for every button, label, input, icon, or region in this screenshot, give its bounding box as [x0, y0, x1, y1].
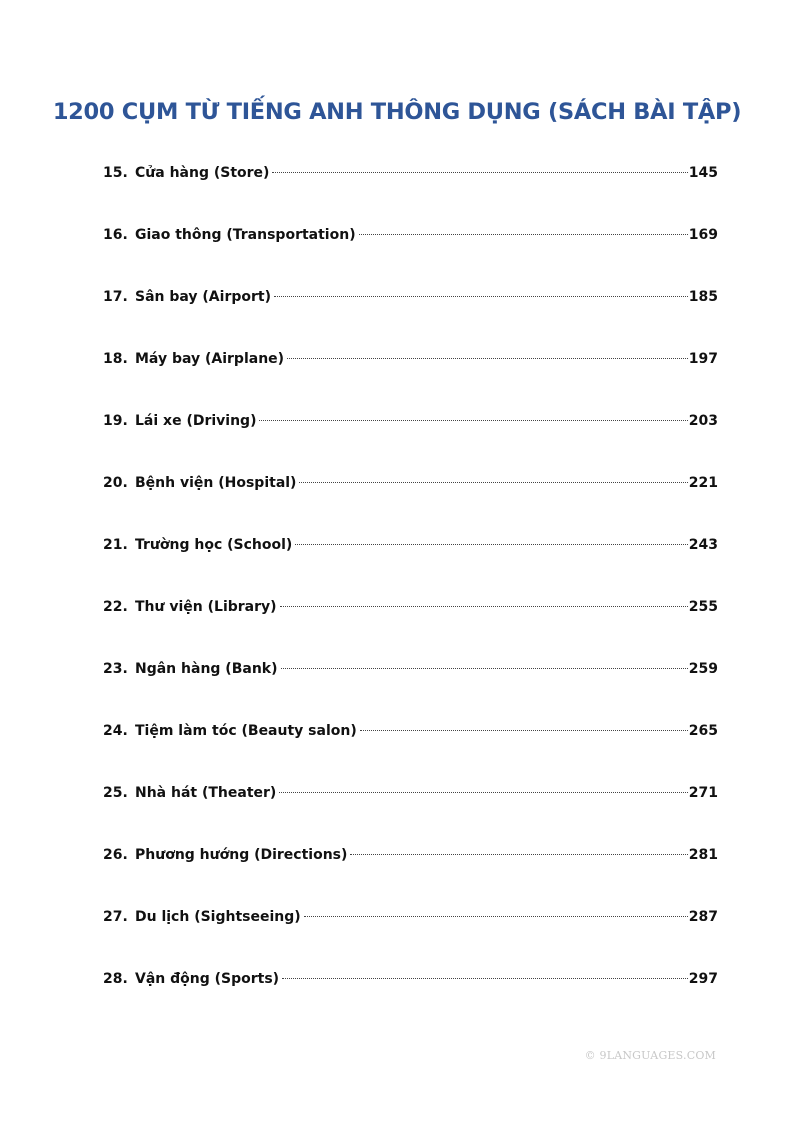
toc-entry-page: 287 [688, 909, 718, 925]
toc-dot-leader [274, 296, 688, 297]
toc-entry-page: 297 [688, 971, 718, 987]
toc-dot-leader [299, 482, 687, 483]
toc-entry[interactable] [103, 594, 718, 656]
toc-entry-page: 255 [688, 599, 718, 615]
toc-entry-label: Sân bay (Airport) [135, 289, 271, 305]
toc-entry-number: 26. [103, 847, 128, 863]
toc-entry-page: 271 [688, 785, 718, 801]
toc-entry-number: 28. [103, 971, 128, 987]
toc-dot-leader [281, 668, 688, 669]
toc-entry[interactable] [103, 408, 718, 470]
toc-entry[interactable] [103, 470, 718, 532]
toc-entry-label: Tiệm làm tóc (Beauty salon) [135, 723, 357, 739]
toc-entry-label: Thư viện (Library) [135, 599, 277, 615]
toc-entry-page: 169 [688, 227, 718, 243]
toc-entry-label: Lái xe (Driving) [135, 413, 257, 429]
toc-entry-page: 265 [688, 723, 718, 739]
toc-entry-number: 23. [103, 661, 128, 677]
toc-entry-page: 243 [688, 537, 718, 553]
toc-entry-page: 145 [688, 165, 718, 181]
toc-entry[interactable] [103, 284, 718, 346]
toc-entry-label: Phương hướng (Directions) [135, 847, 348, 863]
toc-entry-number: 16. [103, 227, 128, 243]
toc-entry-number: 17. [103, 289, 128, 305]
toc-dot-leader [304, 916, 688, 917]
copyright-watermark: © 9LANGUAGES.COM [584, 1049, 716, 1062]
toc-entry-page: 197 [688, 351, 718, 367]
toc-entry-number: 19. [103, 413, 128, 429]
toc-entry-page: 185 [688, 289, 718, 305]
toc-entry-label: Trường học (School) [135, 537, 293, 553]
toc-entry-number: 18. [103, 351, 128, 367]
toc-entry-number: 21. [103, 537, 128, 553]
toc-entry-page: 281 [688, 847, 718, 863]
toc-entry-page: 221 [688, 475, 718, 491]
toc-dot-leader [282, 978, 688, 979]
toc-dot-leader [295, 544, 687, 545]
toc-entry[interactable] [103, 160, 718, 222]
toc-entry[interactable] [103, 222, 718, 284]
toc-entry-page: 259 [688, 661, 718, 677]
toc-entry-number: 20. [103, 475, 128, 491]
toc-dot-leader [279, 792, 687, 793]
toc-entry-label: Giao thông (Transportation) [135, 227, 356, 243]
toc-entry-number: 27. [103, 909, 128, 925]
toc-dot-leader [259, 420, 687, 421]
toc-entry[interactable] [103, 532, 718, 594]
toc-entry[interactable] [103, 904, 718, 966]
table-of-contents [103, 160, 718, 1028]
toc-entry-label: Máy bay (Airplane) [135, 351, 285, 367]
document-title: 1200 CỤM TỪ TIẾNG ANH THÔNG DỤNG (SÁCH BÀI TẬP) [52, 99, 742, 126]
toc-dot-leader [287, 358, 688, 359]
toc-dot-leader [280, 606, 688, 607]
toc-entry[interactable] [103, 346, 718, 408]
toc-entry-number: 24. [103, 723, 128, 739]
toc-entry-page: 203 [688, 413, 718, 429]
toc-entry[interactable] [103, 842, 718, 904]
toc-entry-label: Nhà hát (Theater) [135, 785, 277, 801]
toc-entry-label: Bệnh viện (Hospital) [135, 475, 297, 491]
toc-entry-label: Ngân hàng (Bank) [135, 661, 278, 677]
toc-entry-number: 15. [103, 165, 128, 181]
toc-dot-leader [360, 730, 688, 731]
toc-entry[interactable] [103, 780, 718, 842]
toc-entry-number: 25. [103, 785, 128, 801]
toc-entry-number: 22. [103, 599, 128, 615]
toc-dot-leader [272, 172, 687, 173]
toc-entry-label: Cửa hàng (Store) [135, 165, 270, 181]
toc-entry-label: Vận động (Sports) [135, 971, 280, 987]
toc-dot-leader [359, 234, 688, 235]
toc-entry[interactable] [103, 656, 718, 718]
toc-entry-label: Du lịch (Sightseeing) [135, 909, 301, 925]
toc-dot-leader [350, 854, 687, 855]
toc-entry[interactable] [103, 966, 718, 1028]
toc-entry[interactable] [103, 718, 718, 780]
